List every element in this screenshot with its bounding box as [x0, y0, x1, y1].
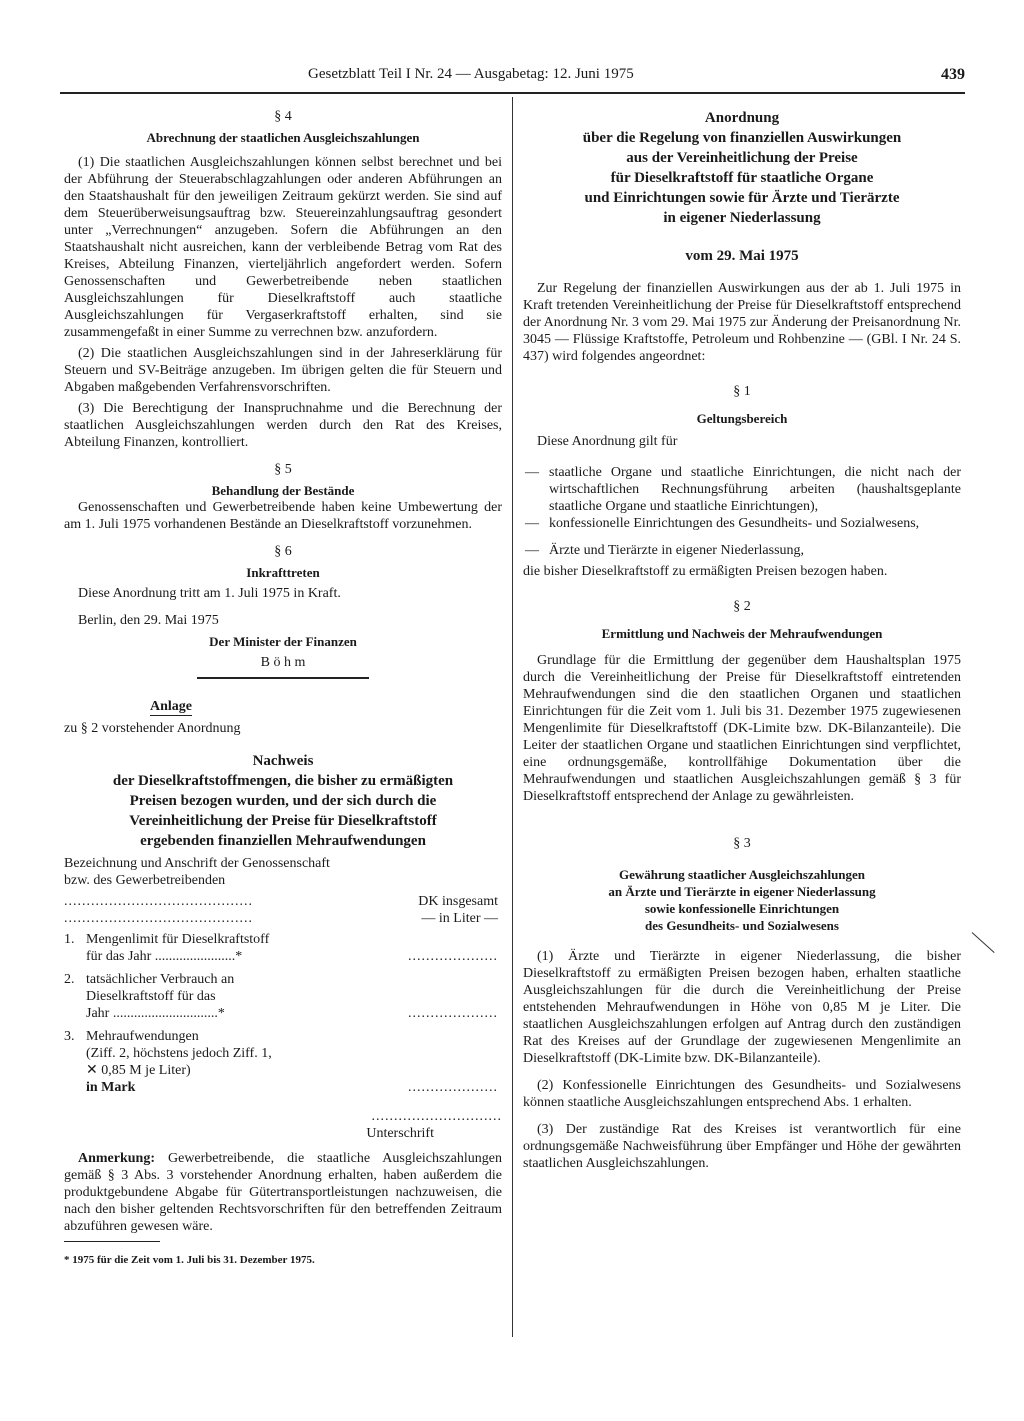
anlage-heading-line: ergebenden finanziellen Mehraufwendungen: [140, 833, 426, 849]
form-item-3-line: in Mark: [86, 1080, 136, 1095]
r-section-3-paragraph-3: (3) Der zuständige Rat des Kreises ist verantwortlich für eine ordnungsgemäße Nachweisführung über Empfänger und Höhe der gewährten staatlichen Ausgleichszahlungen.: [523, 1122, 961, 1171]
r-section-3-heading-line: des Gesundheits- und Sozialwesens: [645, 918, 839, 933]
ordinance-title-line: über die Regelung von finanziellen Auswirkungen: [582, 130, 902, 146]
address-dots-2: ..........................................: [64, 911, 253, 926]
anlage-heading-line: Vereinheitlichung der Preise für Dieselkraftstoff: [129, 813, 437, 829]
signature-dots: .............................: [371, 1109, 502, 1124]
r-section-2-paragraph: Grundlage für die Ermittlung der gegenüber dem Haushaltsplan 1975 durch die Vereinheitlichung der Preise für Dieselkraftstoff eintretenden Mehraufwendungen sind die den staatlichen Organen und staatlichen Einrichtungen für die Zeit vom 1. Juli bis 31. Dezember 1975 zugewiesenen Mengenlimite für Dieselkraftstoff (DK-Limite bzw. DK-Bilanzanteile). Die Leiter der staatlichen Organe und staatlichen Einrichtungen sind verpflichtet, eine ordnungsgemäße, kontrollfähige Dokumentation über die Mehraufwendungen und staatlichen Ausgleichszahlungen gemäß § 3 für Dieselkraftstoff entsprechend der Anlage zu gewährleisten.: [523, 653, 961, 804]
form-item-2-value: ....................: [408, 1006, 498, 1021]
form-item-1-line: für das Jahr .......................*: [86, 949, 243, 964]
ordinance-title-line: aus der Vereinheitlichung der Preise: [626, 150, 858, 166]
anlage-subtitle: zu § 2 vorstehender Anordnung: [64, 721, 241, 736]
ordinance-title-line: Anordnung: [704, 110, 780, 126]
section-5-heading: Behandlung der Bestände: [211, 483, 355, 498]
anmerkung-text: Gewerbetreibende, die staatliche Ausgleichszahlungen gemäß § 3 Abs. 3 vorstehender Anordnung erhalten, haben außerdem die produktgebundene Abgabe für Gütertransportleistungen nachzuweisen, die nach den bisher geltenden Rechtsvorschriften für den betreffenden Zeitraum abzuführen gewesen wäre.: [64, 1151, 502, 1234]
address-dots: ..........................................: [64, 894, 253, 909]
list-dash: —: [525, 543, 539, 558]
r-section-2-number: § 2: [733, 599, 751, 614]
anlage-heading-line: Nachweis: [252, 753, 314, 769]
form-item-3-line: (Ziff. 2, höchstens jedoch Ziff. 1,: [86, 1046, 272, 1061]
signature-label: Unterschrift: [366, 1126, 434, 1141]
anlage-heading: [64, 751, 502, 851]
form-item-2: [64, 971, 502, 1022]
section-4-paragraph-3: (3) Die Berechtigung der Inanspruchnahme und die Berechnung der staatlichen Ausgleichszahlungen werden durch den Rat des Kreises, Abteilung Finanzen, kontrolliert.: [64, 401, 502, 450]
anlage-heading-line: der Dieselkraftstoffmengen, die bisher zu ermäßigten: [112, 773, 454, 789]
footnote-rule: [64, 1241, 160, 1242]
form-item-2-line: Dieselkraftstoff für das: [86, 989, 216, 1004]
minister-title: Der Minister der Finanzen: [209, 634, 357, 649]
form-item-2-line: Jahr ..............................*: [86, 1006, 225, 1021]
ordinance-date: vom 29. Mai 1975: [685, 248, 799, 264]
form-item-1-value: ....................: [408, 949, 498, 964]
ordinance-title-line: und Einrichtungen sowie für Ärzte und Tierärzte: [584, 190, 900, 206]
scope-list-item: [523, 464, 961, 515]
place-date: Berlin, den 29. Mai 1975: [78, 613, 219, 628]
section-6-paragraph: Diese Anordnung tritt am 1. Juli 1975 in Kraft.: [78, 586, 341, 601]
form-item-1: [64, 931, 502, 965]
form-item-3-line: Mehraufwendungen: [86, 1029, 199, 1044]
anlage-heading-line: Preisen bezogen wurden, und der sich durch die: [129, 793, 437, 809]
section-4-heading: Abrechnung der staatlichen Ausgleichszahlungen: [146, 130, 420, 145]
form-bezeichnung-line: Bezeichnung und Anschrift der Genossenschaft: [64, 856, 330, 871]
form-item-1-number: 1.: [64, 932, 75, 947]
scope-item-text: Ärzte und Tierärzte in eigener Niederlassung,: [549, 543, 805, 558]
form-item-2-line: tatsächlicher Verbrauch an: [86, 972, 235, 987]
right-column: [523, 108, 961, 1172]
r-section-1-lead: Diese Anordnung gilt für: [537, 434, 678, 449]
r-section-3-heading: [523, 866, 961, 934]
ordinance-title-line: in eigener Niederlassung: [663, 210, 821, 226]
section-5-paragraph: Genossenschaften und Gewerbetreibende haben keine Umbewertung der am 1. Juli 1975 vorhandenen Bestände an Dieselkraftstoff vorzunehmen.: [64, 500, 502, 532]
form-header-row: [64, 893, 502, 927]
section-4-paragraph-2: (2) Die staatlichen Ausgleichszahlungen sind in der Jahreserklärung für Steuern und SV-Beiträge anzugeben. Im übrigen gelten die für Steuern und Abgaben maßgebenden Verfahrensvorschriften.: [64, 346, 502, 395]
dk-unit-label: — in Liter —: [421, 911, 498, 926]
scope-list-item: [523, 515, 961, 532]
section-6-heading: Inkrafttreten: [246, 565, 320, 580]
r-section-3-paragraph-1: (1) Ärzte und Tierärzte in eigener Niederlassung, die bisher Dieselkraftstoff zu ermäßigten Preisen bezogen haben, erhalten staatliche Ausgleichszahlungen für die durch die Vereinheitlichung der Preise entstehenden Mehraufwendungen in Höhe von 0,85 M je Liter. Die staatlichen Ausgleichszahlungen erfolgen auf Antrag durch den zuständigen Rat des Kreises auf der Grundlage der zugewiesenen Mengenlimite an Dieselkraftstoff (DK-Limite bzw. DK-Bilanzanteile).: [523, 949, 961, 1066]
minister-name: B ö h m: [260, 655, 306, 670]
r-section-1-heading: Geltungsbereich: [696, 411, 788, 426]
r-section-3-heading-line: sowie konfessionelle Einrichtungen: [644, 901, 840, 916]
r-section-1-number: § 1: [733, 384, 751, 399]
r-section-3-paragraph-2: (2) Konfessionelle Einrichtungen des Gesundheits- und Sozialwesens können staatliche Ausgleichszahlungen entsprechend Abs. 1 erhalten.: [523, 1078, 961, 1110]
r-section-3-heading-line: Gewährung staatlicher Ausgleichszahlungen: [618, 867, 866, 882]
ordinance-title-line: für Dieselkraftstoff für staatliche Organe: [610, 170, 874, 186]
ordinance-title: [523, 108, 961, 228]
form-item-3-value: ....................: [408, 1080, 498, 1095]
list-dash: —: [525, 465, 539, 480]
anmerkung-label: Anmerkung:: [78, 1151, 156, 1166]
section-5-number: § 5: [274, 462, 292, 477]
column-divider: [512, 97, 513, 1337]
list-dash: —: [525, 516, 539, 531]
form-item-2-number: 2.: [64, 972, 75, 987]
margin-pen-mark: [972, 932, 995, 953]
anmerkung: [64, 1150, 502, 1235]
scope-item-text: staatliche Organe und staatliche Einrichtungen, die nicht nach der wirtschaftlichen Rechnungsführung arbeiten (haushaltsgeplante staatliche Organe und staatliche Einrichtungen),: [549, 465, 961, 514]
r-section-3-heading-line: an Ärzte und Tierärzte in eigener Niederlassung: [608, 884, 876, 899]
form-item-3-number: 3.: [64, 1029, 75, 1044]
scope-item-text: konfessionelle Einrichtungen des Gesundheits- und Sozialwesens,: [549, 516, 920, 531]
footnote: * 1975 für die Zeit vom 1. Juli bis 31. Dezember 1975.: [64, 1254, 315, 1266]
section-4-paragraph-1: (1) Die staatlichen Ausgleichszahlungen können selbst berechnet und bei der Abführung der Steuerabschlagzahlungen oder anderen Abführungen an den Staatshaushalt für den jeweiligen Zeitraum gekürzt werden. Sie sind auf dem Steuerüberweisungsauftrag bzw. Steuereinzahlungsauftrag gesondert unter „Verrechnungen“ anzugeben. Sofern die Abführungen an den Staatshaushalt nicht ausreichen, kann der verbleibende Betrag vom Rat des Kreises, Abteilung Finanzen, vierteljährlich angefordert werden. Sofern Genossenschaften und Gewerbetreibende neben staatlichen Ausgleichszahlungen für Dieselkraftstoff auch staatliche Ausgleichszahlungen für Vergaserkraftstoff erhalten, sind sie zusammengefaßt in einer Summe zu verrechnen bzw. anzufordern.: [64, 155, 502, 340]
page-header: [60, 66, 965, 94]
form-item-1-line: Mengenlimit für Dieselkraftstoff: [86, 932, 270, 947]
scope-list-item: [523, 542, 961, 559]
ordinance-intro: Zur Regelung der finanziellen Auswirkungen aus der ab 1. Juli 1975 in Kraft tretenden Vereinheitlichung der Preise für Dieselkraftstoff entsprechend der Anordnung Nr. 3 vom 29. Mai 1975 zur Änderung der Preisanordnung Nr. 3045 — Flüssige Kraftstoffe, Petroleum und Rohbenzine — (GBl. I Nr. 24 S. 437) wird folgendes angeordnet:: [523, 281, 961, 364]
form-bezeichnung-line: bzw. des Gewerbetreibenden: [64, 873, 226, 888]
form-item-3-line: ✕ 0,85 M je Liter): [86, 1063, 191, 1078]
r-section-3-number: § 3: [733, 836, 751, 851]
dk-total-label: DK insgesamt: [418, 894, 498, 909]
page-number: 439: [941, 66, 965, 83]
anlage-title: Anlage: [150, 699, 192, 714]
section-6-number: § 6: [274, 544, 292, 559]
left-column: [64, 108, 502, 1278]
r-section-1-tail: die bisher Dieselkraftstoff zu ermäßigten Preisen bezogen haben.: [523, 564, 888, 579]
form-item-3: [64, 1028, 502, 1096]
section-4-number: § 4: [274, 109, 292, 124]
header-title: Gesetzblatt Teil I Nr. 24 — Ausgabetag: 12. Juni 1975: [308, 66, 634, 82]
r-section-2-heading: Ermittlung und Nachweis der Mehraufwendungen: [601, 626, 883, 641]
